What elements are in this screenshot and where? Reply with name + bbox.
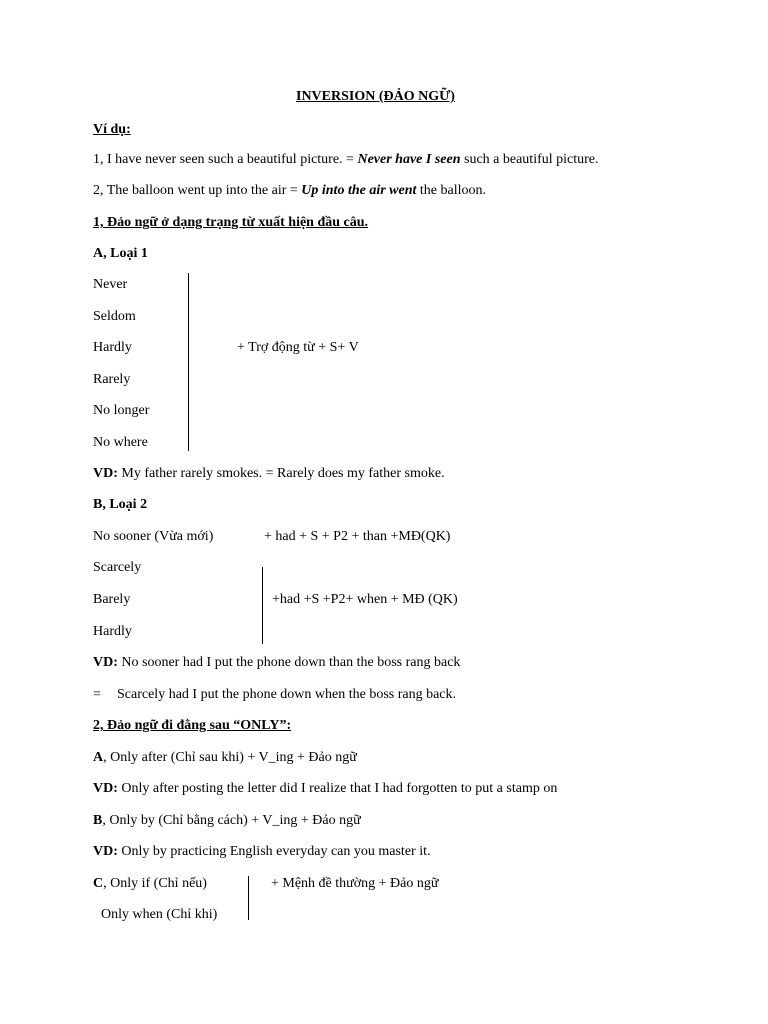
section-1-heading: 1, Đảo ngữ ở dạng trạng từ xuất hiện đầu câu. [93,215,369,230]
item-text: , Only by (Chỉ bằng cách) + V_ing + Đảo ngữ [102,813,361,828]
vd-label: VD: [93,781,118,796]
item-text: , Only after (Chỉ sau khi) + V_ing + Đảo ngữ [103,750,357,765]
only-if-item [93,875,207,893]
type-a-heading: A, Loại 1 [93,246,148,261]
item-letter: A [93,750,104,765]
item-letter: B [93,813,103,828]
type-a-word: Seldom [93,309,136,324]
only-after-item [93,749,357,767]
page-title: INVERSION (ĐẢO NGỮ) [296,89,455,104]
bracket-line [248,876,249,920]
vd-text: Only after posting the letter did I realize that I had forgotten to put a stamp on [117,781,558,796]
only-after-example [93,780,557,798]
example-2-post: the balloon. [416,183,487,198]
type-a-word: Never [93,277,128,292]
example-2-pre: 2, The balloon went up into the air = [93,183,302,198]
vd-text: Only by practicing English everyday can you master it. [117,844,431,859]
section-2-heading: 2, Đảo ngữ đi đằng sau “ONLY”: [93,718,292,733]
vd-text: No sooner had I put the phone down than the boss rang back [117,655,461,670]
example-1-emphasis: Never have I seen [357,152,461,167]
type-a-formula: + Trợ động từ + S+ V [237,340,359,355]
only-by-example [93,843,430,861]
vd-text: My father rarely smokes. = Rarely does my father smoke. [117,466,445,481]
type-a-word: No where [93,435,148,450]
type-a-word: No longer [93,403,150,418]
example-1-post: such a beautiful picture. [460,152,599,167]
type-b-word: Hardly [93,624,132,639]
type-b-example [93,654,460,672]
no-sooner-formula: + had + S + P2 + than +MĐ(QK) [264,529,451,544]
type-b-word: Barely [93,592,131,607]
equivalent-sentence: Scarcely had I put the phone down when the boss rang back. [117,687,457,702]
only-if-formula: + Mệnh đề thường + Đảo ngữ [271,876,439,891]
type-b-formula: +had +S +P2+ when + MĐ (QK) [272,592,458,607]
item-text: , Only if (Chỉ nếu) [103,876,207,891]
bracket-line [262,567,263,644]
bracket-line [188,273,189,451]
type-a-word: Rarely [93,372,131,387]
vd-label: VD: [93,844,118,859]
no-sooner: No sooner (Vừa mới) [93,529,214,544]
vd-label: VD: [93,466,118,481]
item-letter: C [93,876,104,891]
only-by-item [93,812,361,830]
vd-label: VD: [93,655,118,670]
example-1-pre: 1, I have never seen such a beautiful picture. = [93,152,358,167]
type-b-word: Scarcely [93,560,142,575]
example-2 [93,182,486,200]
type-a-example [93,465,445,483]
type-a-word: Hardly [93,340,132,355]
example-1 [93,151,599,169]
only-when-item: Only when (Chỉ khi) [101,907,218,922]
type-b-heading: B, Loại 2 [93,497,148,512]
example-2-emphasis: Up into the air went [301,183,417,198]
example-heading: Ví dụ: [93,122,131,137]
equals-sign: = [93,687,101,702]
